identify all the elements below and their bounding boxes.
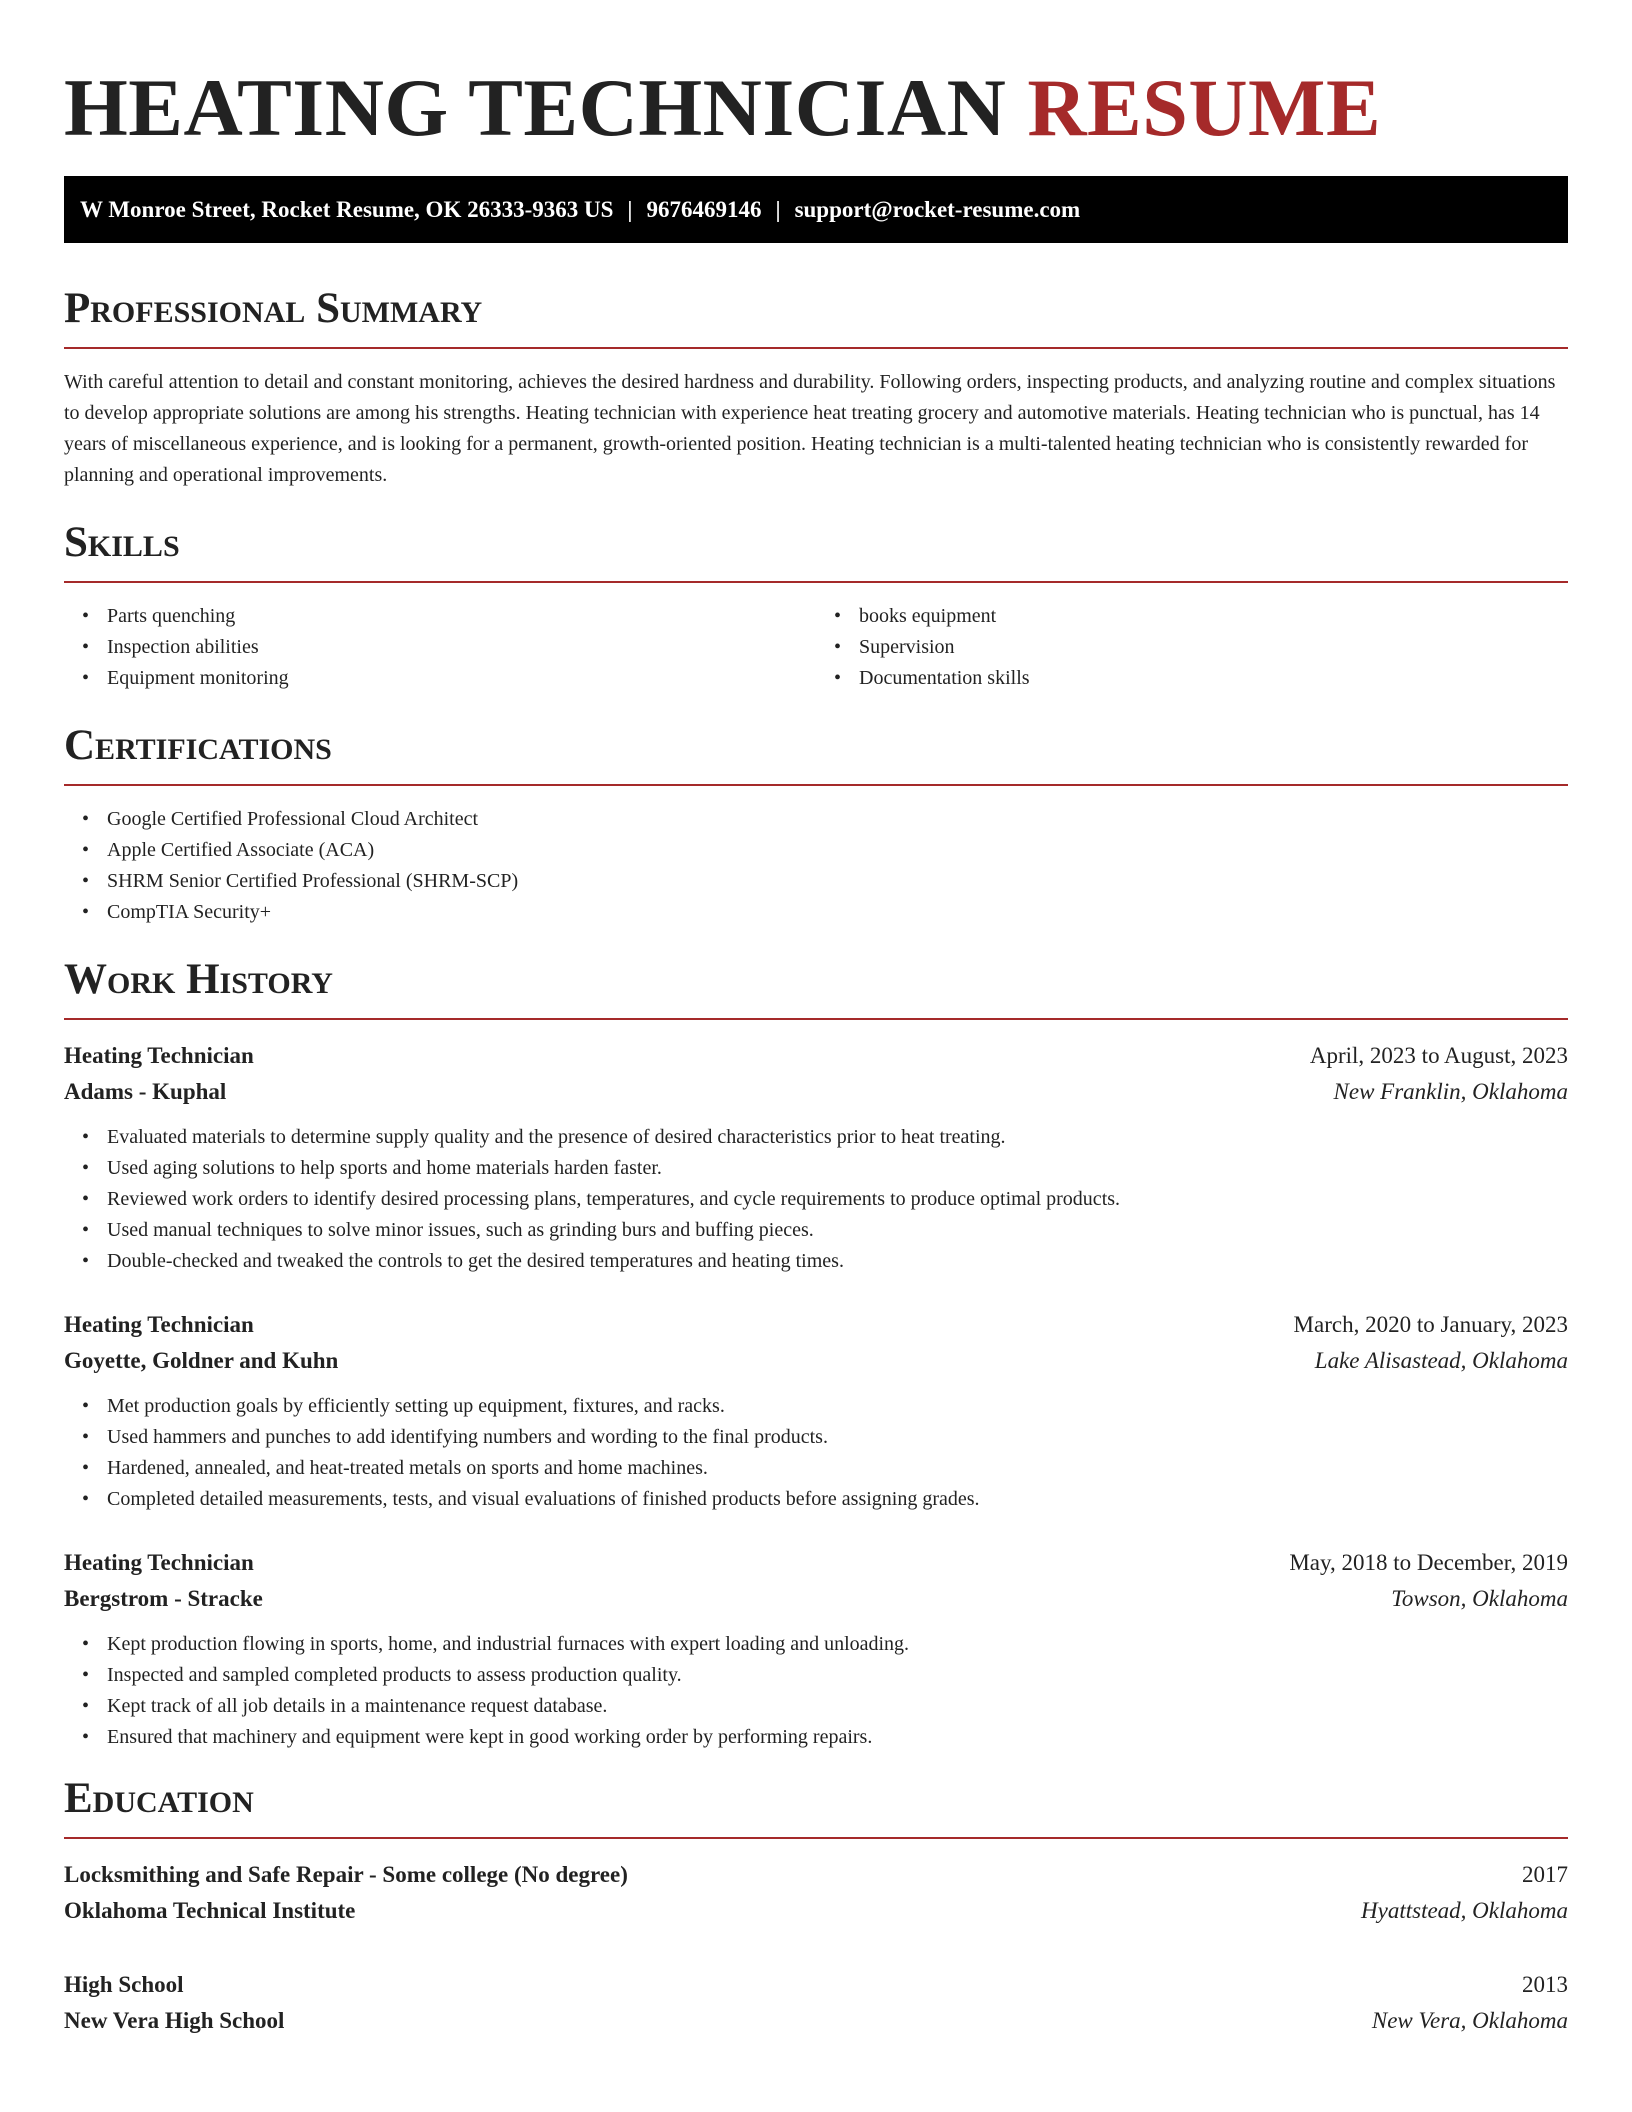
job-header-row [64, 1307, 1568, 1343]
contact-separator: | [775, 196, 781, 222]
job-company: Bergstrom - Stracke [64, 1586, 263, 1611]
job-title: Heating Technician [64, 1550, 254, 1575]
education-entry [64, 1857, 1568, 1929]
job-location: Towson, Oklahoma [1391, 1586, 1568, 1611]
skill-item: • Inspection abilities [64, 632, 816, 663]
education-year: 2013 [1522, 1972, 1568, 1997]
education-degree: Locksmithing and Safe Repair - Some college (No degree) [64, 1862, 628, 1887]
job-dates: April, 2023 to August, 2023 [1309, 1043, 1568, 1068]
resume-title [64, 0, 1568, 160]
job-company-row [64, 1074, 1568, 1110]
resume-title-accent: RESUME [1027, 62, 1382, 153]
job-company: Adams - Kuphal [64, 1079, 227, 1104]
skill-item: • Parts quenching [64, 601, 816, 632]
section-divider [64, 1837, 1568, 1839]
education-school-row [64, 1893, 1568, 1929]
education-entry [64, 1967, 1568, 2039]
summary-section [64, 283, 1568, 491]
job-duty: • Reviewed work orders to identify desired processing plans, temperatures, and cycle requirements to produce optimal products. [64, 1184, 1568, 1215]
job-header-row [64, 1038, 1568, 1074]
education-location: New Vera, Oklahoma [1371, 2008, 1568, 2033]
summary-text: With careful attention to detail and constant monitoring, achieves the desired hardness and durability. Following orders, inspecting products, and analyzing routine and complex situations to develop appropriate solutions are among his strengths. Heating technician with experience heat treating grocery and automotive materials. Heating technician who is punctual, has 14 years of miscellaneous experience, and is looking for a permanent, growth-oriented position. Heating technician is a multi-talented heating technician who is consistently rewarded for planning and operational improvements. [64, 371, 1556, 486]
certifications-list [64, 804, 1568, 928]
section-heading-summary: Professional Summary [64, 285, 483, 332]
job-title: Heating Technician [64, 1312, 254, 1337]
job-entry [64, 1038, 1568, 1277]
job-duty: • Completed detailed measurements, tests, and visual evaluations of finished products before assigning grades. [64, 1484, 1568, 1515]
section-divider [64, 581, 1568, 583]
skills-list-left [64, 601, 816, 694]
education-degree: High School [64, 1972, 184, 1997]
skills-section [64, 517, 1568, 694]
section-divider [64, 784, 1568, 786]
job-duty: • Inspected and sampled completed products to assess production quality. [64, 1660, 1568, 1691]
certifications-section [64, 720, 1568, 928]
job-duty: • Hardened, annealed, and heat-treated metals on sports and home machines. [64, 1453, 1568, 1484]
job-duty: • Used manual techniques to solve minor issues, such as grinding burs and buffing pieces. [64, 1215, 1568, 1246]
education-degree-row [64, 1857, 1568, 1893]
job-location: New Franklin, Oklahoma [1333, 1079, 1568, 1104]
contact-address: W Monroe Street, Rocket Resume, OK 26333-9363 US [80, 196, 614, 222]
job-duty: • Evaluated materials to determine supply quality and the presence of desired characteristics prior to heat treating. [64, 1122, 1568, 1153]
section-heading-skills: Skills [64, 519, 180, 566]
section-heading-education: Education [64, 1775, 254, 1822]
skills-grid [64, 601, 1568, 694]
job-duty: • Used aging solutions to help sports and home materials harden faster. [64, 1153, 1568, 1184]
contact-phone: 9676469146 [646, 196, 762, 222]
education-school: New Vera High School [64, 2008, 285, 2033]
work-history-section [64, 954, 1568, 1753]
section-heading-work-history: Work History [64, 956, 333, 1003]
job-dates: May, 2018 to December, 2019 [1289, 1550, 1568, 1575]
education-degree-row [64, 1967, 1568, 2003]
job-company: Goyette, Goldner and Kuhn [64, 1348, 339, 1373]
section-divider [64, 347, 1568, 349]
skill-item: • Supervision [816, 632, 1568, 663]
skills-list-right [816, 601, 1568, 694]
skill-item: • books equipment [816, 601, 1568, 632]
job-company-row [64, 1581, 1568, 1617]
education-location: Hyattstead, Oklahoma [1361, 1898, 1568, 1923]
job-duties-list [64, 1391, 1568, 1515]
section-divider [64, 1018, 1568, 1020]
skill-item: • Documentation skills [816, 663, 1568, 694]
job-duty: • Ensured that machinery and equipment were kept in good working order by performing repairs. [64, 1722, 1568, 1753]
job-entry [64, 1307, 1568, 1515]
certification-item: • Google Certified Professional Cloud Architect [64, 804, 1568, 835]
certification-item: • SHRM Senior Certified Professional (SHRM-SCP) [64, 866, 1568, 897]
contact-bar [64, 176, 1568, 243]
job-dates: March, 2020 to January, 2023 [1293, 1312, 1568, 1337]
job-duty: • Used hammers and punches to add identifying numbers and wording to the final products. [64, 1422, 1568, 1453]
job-location: Lake Alisastead, Oklahoma [1314, 1348, 1568, 1373]
contact-separator: | [627, 196, 633, 222]
certification-item: • Apple Certified Associate (ACA) [64, 835, 1568, 866]
job-entry [64, 1545, 1568, 1753]
resume-title-main: HEATING TECHNICIAN [64, 62, 1007, 153]
job-duties-list [64, 1629, 1568, 1753]
education-school-row [64, 2003, 1568, 2039]
job-header-row [64, 1545, 1568, 1581]
job-duty: • Double-checked and tweaked the controls to get the desired temperatures and heating times. [64, 1246, 1568, 1277]
job-duty: • Kept track of all job details in a maintenance request database. [64, 1691, 1568, 1722]
job-duties-list [64, 1122, 1568, 1277]
contact-email: support@rocket-resume.com [794, 196, 1081, 222]
section-heading-certifications: Certifications [64, 722, 332, 769]
job-company-row [64, 1343, 1568, 1379]
job-duty: • Met production goals by efficiently setting up equipment, fixtures, and racks. [64, 1391, 1568, 1422]
education-year: 2017 [1522, 1862, 1568, 1887]
certification-item: • CompTIA Security+ [64, 897, 1568, 928]
job-duty: • Kept production flowing in sports, home, and industrial furnaces with expert loading and unloading. [64, 1629, 1568, 1660]
skill-item: • Equipment monitoring [64, 663, 816, 694]
job-title: Heating Technician [64, 1043, 254, 1068]
education-school: Oklahoma Technical Institute [64, 1898, 356, 1923]
education-section [64, 1773, 1568, 2039]
